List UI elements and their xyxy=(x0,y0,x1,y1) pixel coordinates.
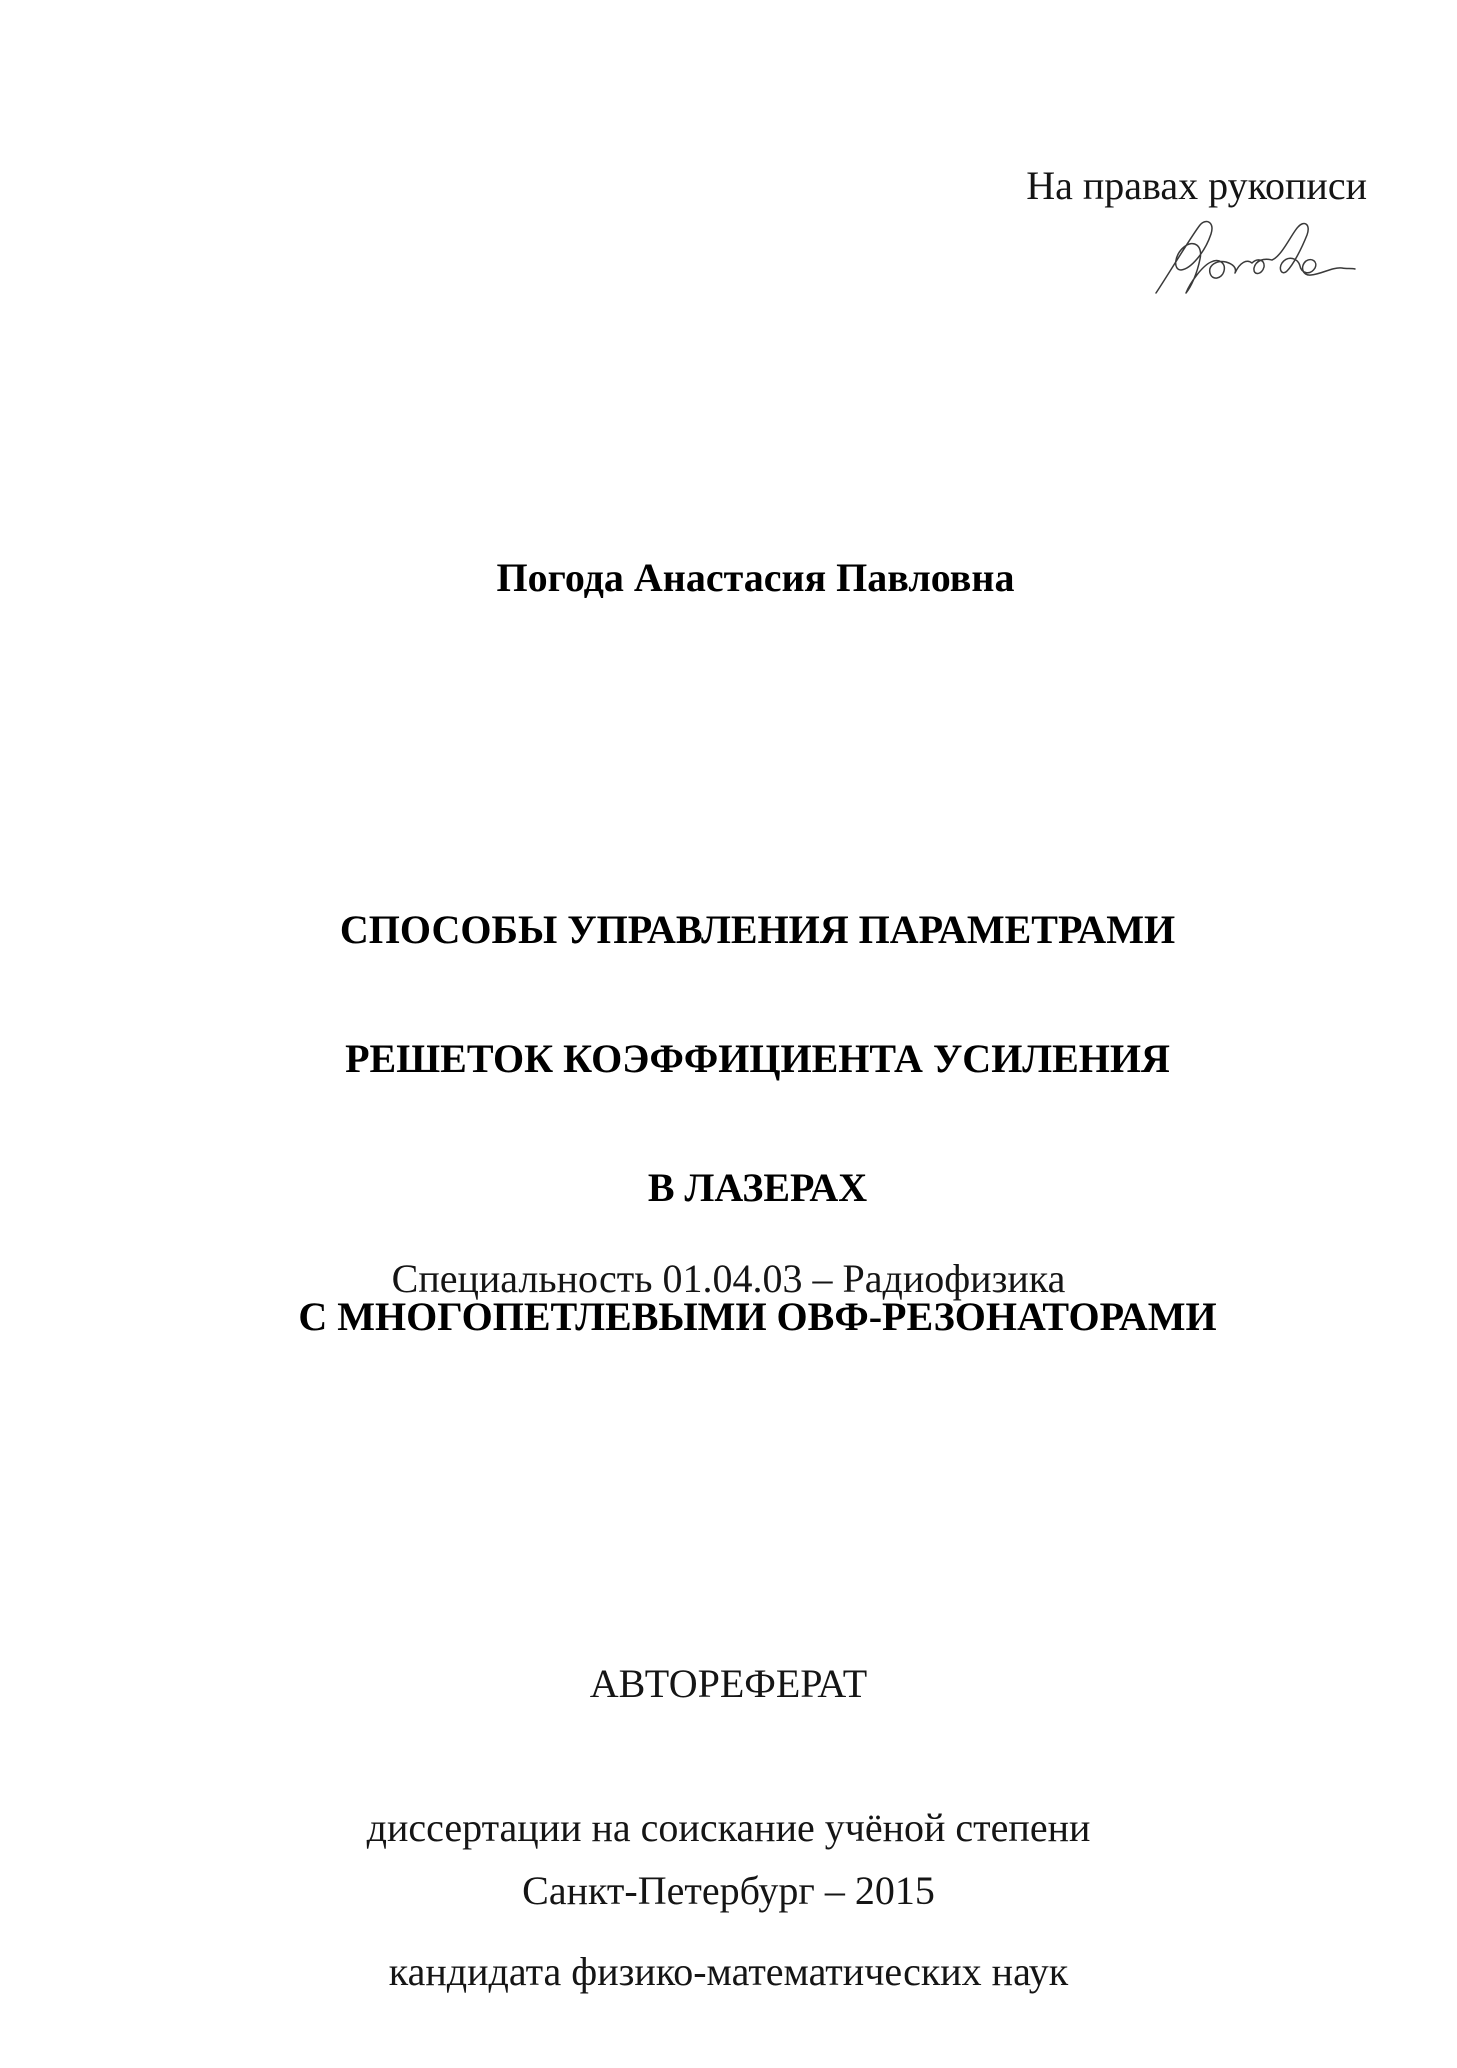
dissertation-title xyxy=(29,822,1457,1424)
author-name: Погода Анастасия Павловна xyxy=(496,555,1015,600)
abstract-subline-1: диссертации на соискание учёной степени xyxy=(366,1805,1091,1850)
abstract-subline-2: кандидата физико-математических наук xyxy=(388,1949,1069,1994)
title-line-1: СПОСОБЫ УПРАВЛЕНИЯ ПАРАМЕТРАМИ xyxy=(339,907,1176,952)
title-line-4: С МНОГОПЕТЛЕВЫМИ ОВФ-РЕЗОНАТОРАМИ xyxy=(298,1294,1217,1339)
signature-icon xyxy=(1150,217,1360,297)
abstract-heading: АВТОРЕФЕРАТ xyxy=(589,1661,868,1706)
manuscript-rights-note: На правах рукописи xyxy=(1026,163,1367,208)
city-year-line: Санкт-Петербург – 2015 xyxy=(522,1868,935,1913)
title-line-3: В ЛАЗЕРАХ xyxy=(647,1165,868,1210)
specialty-line: Специальность 01.04.03 – Радиофизика xyxy=(391,1256,1066,1301)
signature xyxy=(1150,217,1360,297)
title-line-2: РЕШЕТОК КОЭФФИЦИЕНТА УСИЛЕНИЯ xyxy=(345,1036,1170,1081)
abstract-block xyxy=(0,1564,1457,2068)
